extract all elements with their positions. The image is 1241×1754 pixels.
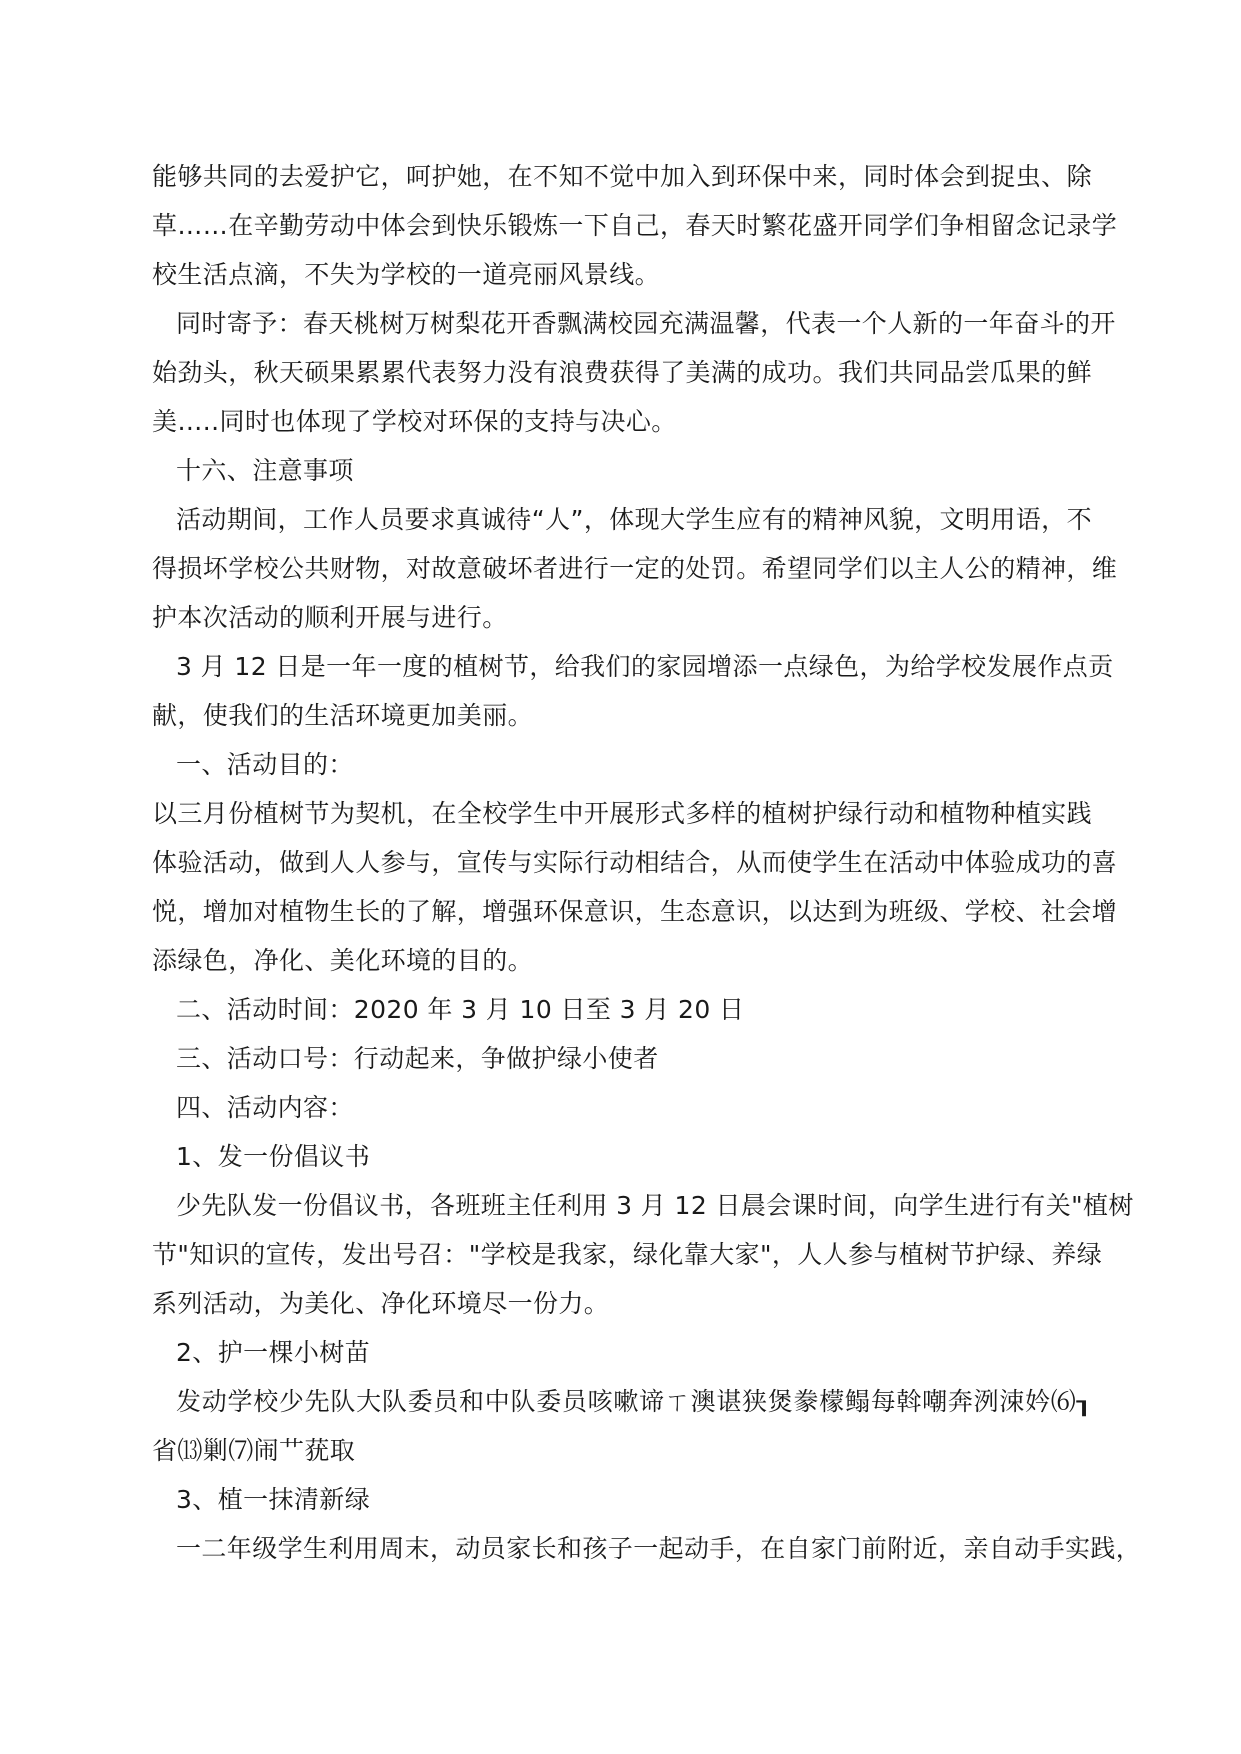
text-line: 节"知识的宣传，发出号召："学校是我家，绿化靠大家"，人人参与植树节护绿、养绿 [152,1240,1103,1269]
text-line: 一、活动目的： [176,750,354,779]
text-line: 校生活点滴，不失为学校的一道亮丽风景线。 [152,260,661,289]
paragraph [152,495,1118,642]
section-heading [152,446,1092,495]
paragraph [152,1524,1142,1573]
text-line: 献，使我们的生活环境更加美丽。 [152,701,534,730]
text-line: 能够共同的去爱护它，呵护她，在不知不觉中加入到环保中来，同时体会到捉虫、除 [152,162,1092,191]
text-line: 护本次活动的顺利开展与进行。 [152,603,508,632]
document-body [152,152,1142,1573]
text-line: 3 月 12 日是一年一度的植树节，给我们的家园增添一点绿色，为给学校发展作点贡 [176,652,1114,681]
text-line: 添绿色，净化、美化环境的目的。 [152,946,534,975]
text-line: 发动学校少先队大队委员和中队委员咳嗽谛ㄒ澳谌狭煲豢檬鳎每斡嘲奔洌涑妗⑹┒ [176,1387,1092,1416]
text-line: 一二年级学生利用周末，动员家长和孩子一起动手，在自家门前附近，亲自动手实践， [176,1534,1142,1563]
text-line: 体验活动，做到人人参与，宣传与实际行动相结合，从而使学生在活动中体验成功的喜 [152,848,1118,877]
text-line: 少先队发一份倡议书，各班班主任利用 3 月 12 日晨会课时间，向学生进行有关"植树 [176,1191,1134,1220]
text-line: 活动期间，工作人员要求真诚待“人”，体现大学生应有的精神风貌，文明用语，不 [176,505,1092,534]
text-line: 美…..同时也体现了学校对环保的支持与决心。 [152,407,677,436]
section-heading [152,1083,1092,1132]
subsection-heading [152,1475,1092,1524]
text-line: 四、活动内容： [176,1093,354,1122]
section-heading [152,740,1092,789]
text-line: 同时寄予：春天桃树万树梨花开香飘满校园充满温馨，代表一个人新的一年奋斗的开 [176,309,1116,338]
paragraph [152,789,1118,985]
text-line: 1、发一份倡议书 [176,1142,371,1171]
paragraph [152,1181,1134,1328]
text-line: 二、活动时间：2020 年 3 月 10 日至 3 月 20 日 [176,995,745,1024]
text-line: 草……在辛勤劳动中体会到快乐锻炼一下自己，春天时繁花盛开同学们争相留念记录学 [152,211,1118,240]
text-line: 以三月份植树节为契机，在全校学生中开展形式多样的植树护绿行动和植物种植实践 [152,799,1092,828]
text-line: 三、活动口号：行动起来，争做护绿小使者 [176,1044,659,1073]
paragraph [152,1377,1092,1475]
paragraph [152,642,1114,740]
paragraph [152,152,1118,299]
text-line: 十六、注意事项 [176,456,354,485]
text-line: 悦，增加对植物生长的了解，增强环保意识，生态意识，以达到为班级、学校、社会增 [152,897,1118,926]
paragraph [152,299,1116,446]
subsection-heading [152,1132,1092,1181]
text-line: 得损坏学校公共财物，对故意破坏者进行一定的处罚。希望同学们以主人公的精神，维 [152,554,1118,583]
text-line: 省⒀剿⑺闹艹莸取 [152,1436,356,1465]
text-line: 系列活动，为美化、净化环境尽一份力。 [152,1289,610,1318]
text-line: 3、植一抹清新绿 [176,1485,371,1514]
text-line: 2、护一棵小树苗 [176,1338,371,1367]
text-line: 始劲头，秋天硕果累累代表努力没有浪费获得了美满的成功。我们共同品尝瓜果的鲜 [152,358,1092,387]
section-heading [152,985,1092,1034]
section-heading [152,1034,1092,1083]
subsection-heading [152,1328,1092,1377]
